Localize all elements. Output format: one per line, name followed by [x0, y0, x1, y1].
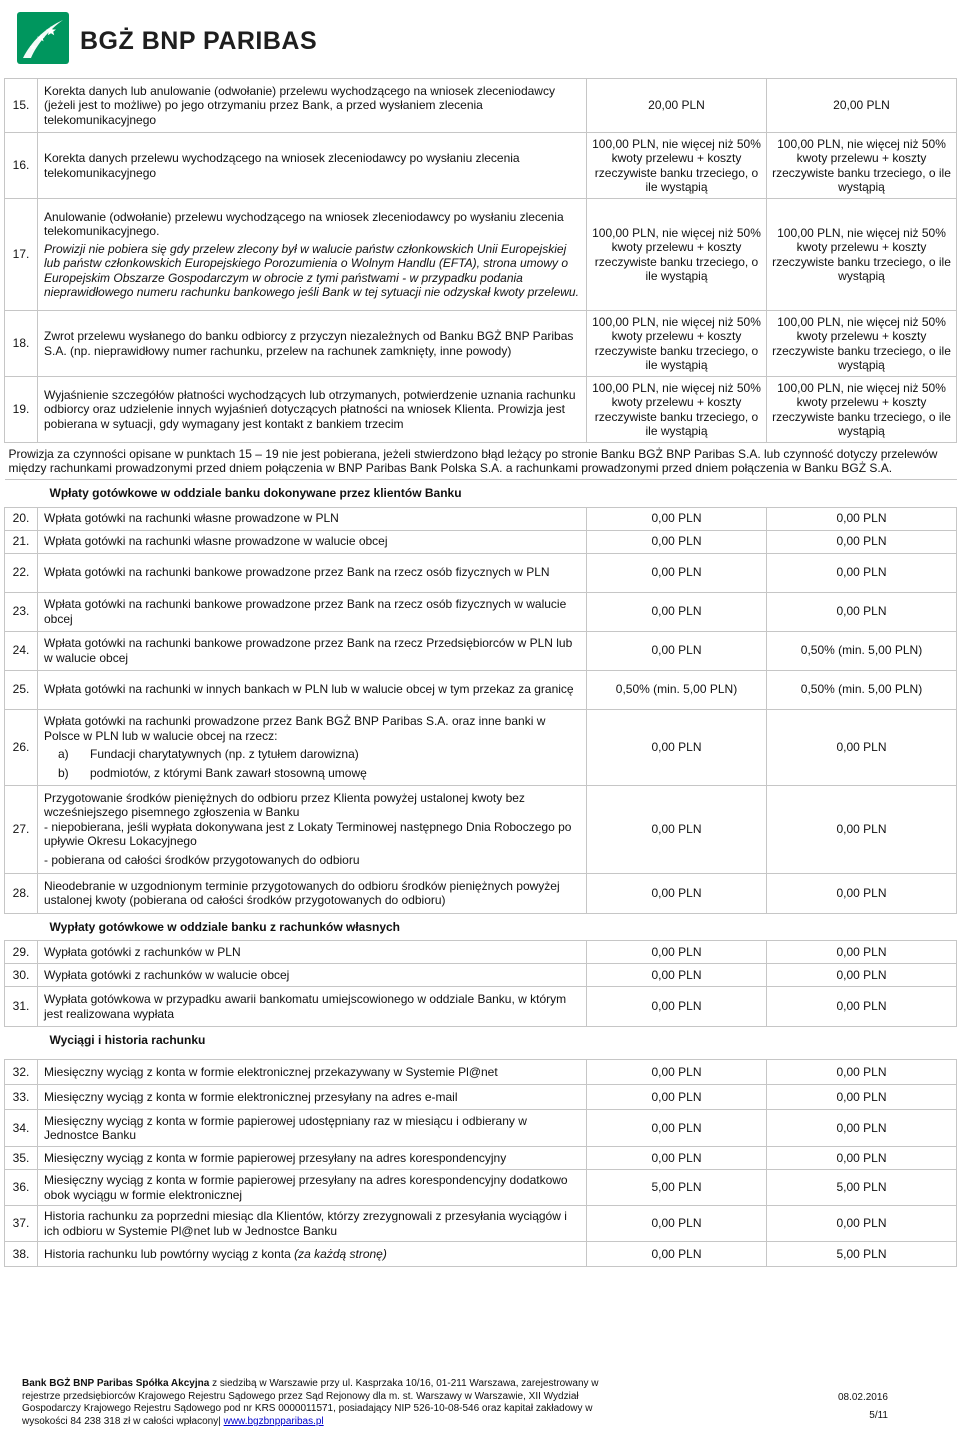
row-description: Wpłata gotówki na rachunki bankowe prowadzone przez Bank na rzecz Przedsiębiorców w PLN lub w walucie obcej [38, 631, 587, 670]
bnp-paribas-stars-logo-icon [17, 12, 69, 64]
fee-value-2: 0,00 PLN [767, 507, 957, 530]
fee-value-2: 0,00 PLN [767, 1147, 957, 1170]
fee-value-2: 0,00 PLN [767, 530, 957, 553]
table-row [5, 941, 957, 964]
footer-company-name: Bank BGŻ BNP Paribas Spółka Akcyjna [22, 1378, 210, 1389]
row-description: Wpłata gotówki na rachunki własne prowadzone w walucie obcej [38, 530, 587, 553]
table-row [5, 1170, 957, 1206]
row-description: Wyjaśnienie szczegółów płatności wychodzących lub otrzymanych, potwierdzenie uznania rachunku odbiorcy oraz udzielenie innych wyjaśnień dotyczących płatności na wniosek Klienta. Prowizja jest pobierana w sytuacji, gdy wymagany jest kontakt z bankiem trzecim [38, 377, 587, 443]
fee-value-2: 0,00 PLN [767, 592, 957, 631]
fee-value-2: 5,00 PLN [767, 1242, 957, 1267]
row-number: 27. [5, 785, 38, 873]
table-row [5, 199, 957, 311]
section-title-withdrawals: Wypłaty gotówkowe w oddziale banku z rachunków własnych [49, 919, 401, 934]
row-description: Korekta danych przelewu wychodzącego na wniosek zleceniodawcy po wysłaniu zlecenia telekomunikacyjnego [38, 133, 587, 199]
row-number: 23. [5, 592, 38, 631]
fee-value-1: 0,00 PLN [587, 941, 767, 964]
fee-value-2: 0,00 PLN [767, 1060, 957, 1085]
sub-item-letter: a) [58, 747, 69, 761]
fee-value-1: 0,00 PLN [587, 1206, 767, 1242]
row-number: 31. [5, 987, 38, 1027]
fee-table-container [4, 78, 956, 1267]
fee-value-1: 0,00 PLN [587, 507, 767, 530]
fee-value-1: 0,00 PLN [587, 1085, 767, 1110]
table-row [5, 1206, 957, 1242]
fee-note: Prowizja za czynności opisane w punktach 15 – 19 nie jest pobierana, jeżeli stwierdzono błąd leżący po stronie Banku BGŻ BNP Paribas S.A. lub czynność dotyczy przelewów między rachunkami prowadzonymi przed dniem połączenia w BNP Paribas Bank Polska S.A. a rachunkami prowadzonymi przed dniem połączenia w Banku BGŻ S.A. [5, 443, 957, 480]
row-description [38, 785, 587, 873]
fee-note-row [5, 443, 957, 480]
row-description [38, 1242, 587, 1267]
row-number: 35. [5, 1147, 38, 1170]
fee-value-1: 0,50% (min. 5,00 PLN) [587, 670, 767, 709]
fee-value-1: 100,00 PLN, nie więcej niż 50% kwoty przelewu + koszty rzeczywiste banku trzeciego, o ile wystąpią [587, 199, 767, 311]
row-description: Wpłata gotówki na rachunki bankowe prowadzone przez Bank na rzecz osób fizycznych w walucie obcej [38, 592, 587, 631]
fee-value-2: 100,00 PLN, nie więcej niż 50% kwoty przelewu + koszty rzeczywiste banku trzeciego, o ile wystąpią [767, 311, 957, 377]
table-row [5, 133, 957, 199]
fee-value-1: 0,00 PLN [587, 873, 767, 913]
row-number: 15. [5, 79, 38, 133]
table-row [5, 670, 957, 709]
row-number: 32. [5, 1060, 38, 1085]
row-number: 24. [5, 631, 38, 670]
row-description [38, 709, 587, 785]
row-description: Wpłata gotówki na rachunki w innych bankach w PLN lub w walucie obcej w tym przekaz za granicę [38, 670, 587, 709]
fee-table [4, 78, 957, 1267]
row-number: 29. [5, 941, 38, 964]
table-row [5, 1060, 957, 1085]
table-row [5, 1085, 957, 1110]
row-description-exception: Prowizji nie pobiera się gdy przelew zlecony był w walucie państw członkowskich Unii Europejskiej lub państw członkowskich Europejskiego Porozumienia o Wolnym Handlu (EFTA), strona umowy o Europejskim Obszarze Gospodarczym w obrocie z tymi państwami - w przypadku podania nieprawidłowego numeru rachunku bankowego jeśli Bank w tej sytuacji nie odzyskał kwoty przelewu. [44, 241, 579, 299]
footer-legal-text [22, 1378, 622, 1428]
footer-website-link[interactable]: www.bgzbnpparibas.pl [223, 1415, 324, 1427]
table-row [5, 311, 957, 377]
row-description: Wpłata gotówki na rachunki bankowe prowadzone przez Bank na rzecz osób fizycznych w PLN [38, 553, 587, 592]
fee-value-2: 0,00 PLN [767, 1206, 957, 1242]
row-number: 20. [5, 507, 38, 530]
sub-item-letter: b) [58, 765, 69, 780]
row-description: Nieodebranie w uzgodnionym terminie przygotowanych do odbioru środków pieniężnych powyżej ustalonej kwoty (pobierana od całości środków przygotowanych do odbioru) [38, 873, 587, 913]
fee-value-2: 0,50% (min. 5,00 PLN) [767, 631, 957, 670]
row-description: Korekta danych lub anulowanie (odwołanie) przelewu wychodzącego na wniosek zleceniodawcy (jeżeli jest to możliwe) po jego otrzymaniu przez Bank, a przed wysłaniem zlecenia telekomunikacyjnego [38, 79, 587, 133]
fee-value-1: 0,00 PLN [587, 987, 767, 1027]
table-row [5, 79, 957, 133]
fee-value-1: 100,00 PLN, nie więcej niż 50% kwoty przelewu + koszty rzeczywiste banku trzeciego, o ile wystąpią [587, 377, 767, 443]
row-description-main: Wpłata gotówki na rachunki prowadzone przez Bank BGŻ BNP Paribas S.A. oraz inne banki w Polsce w PLN lub w walucie obcej na rzecz: [44, 714, 546, 743]
row-number: 17. [5, 199, 38, 311]
brand-name: BGŻ BNP PARIBAS [80, 27, 318, 55]
fee-value-1: 100,00 PLN, nie więcej niż 50% kwoty przelewu + koszty rzeczywiste banku trzeciego, o ile wystąpią [587, 311, 767, 377]
section-title-statements: Wyciągi i historia rachunku [49, 1033, 206, 1047]
table-row [5, 592, 957, 631]
fee-value-1: 0,00 PLN [587, 530, 767, 553]
section-row [5, 480, 957, 508]
fee-value-1: 0,00 PLN [587, 1242, 767, 1267]
fee-value-1: 100,00 PLN, nie więcej niż 50% kwoty przelewu + koszty rzeczywiste banku trzeciego, o ile wystąpią [587, 133, 767, 199]
fee-value-1: 0,00 PLN [587, 592, 767, 631]
row-description-qualifier: (za każdą stronę) [294, 1246, 387, 1261]
row-number: 28. [5, 873, 38, 913]
fee-value-2: 0,00 PLN [767, 941, 957, 964]
row-description-main: Anulowanie (odwołanie) przelewu wychodzącego na wniosek zleceniodawcy po wysłaniu zlecenia telekomunikacyjnego. [44, 209, 564, 238]
row-description [38, 199, 587, 311]
fee-value-2: 20,00 PLN [767, 79, 957, 133]
row-description: Historia rachunku za poprzedni miesiąc dla Klientów, którzy zrezygnowali z przesyłania wyciągów i ich odbioru w Systemie Pl@net lub w Jednostce Banku [38, 1206, 587, 1242]
table-row [5, 785, 957, 873]
table-row [5, 1242, 957, 1267]
fee-value-1: 0,00 PLN [587, 1147, 767, 1170]
fee-value-1: 0,00 PLN [587, 631, 767, 670]
row-number: 26. [5, 709, 38, 785]
row-number: 19. [5, 377, 38, 443]
sub-item-text: Fundacji charytatywnych (np. z tytułem darowizna) [90, 747, 359, 761]
table-row [5, 1110, 957, 1147]
table-row [5, 377, 957, 443]
sub-item-text: podmiotów, z którymi Bank zawarł stosowną umowę [90, 765, 367, 780]
fee-value-2: 0,00 PLN [767, 964, 957, 987]
row-number: 34. [5, 1110, 38, 1147]
table-row [5, 964, 957, 987]
fee-value-1: 20,00 PLN [587, 79, 767, 133]
fee-value-2: 0,00 PLN [767, 987, 957, 1027]
section-row [5, 1027, 957, 1054]
fee-value-2: 5,00 PLN [767, 1170, 957, 1206]
fee-value-1: 0,00 PLN [587, 785, 767, 873]
sub-item-b [44, 766, 580, 781]
fee-value-1: 0,00 PLN [587, 1060, 767, 1085]
table-row [5, 987, 957, 1027]
fee-value-1: 0,00 PLN [587, 709, 767, 785]
page-header [0, 0, 960, 70]
row-description: Wypłata gotówki z rachunków w walucie obcej [38, 964, 587, 987]
row-description: Miesięczny wyciąg z konta w formie elektronicznej przesyłany na adres e-mail [38, 1085, 587, 1110]
table-row [5, 553, 957, 592]
table-row [5, 1147, 957, 1170]
row-description-main: Przygotowanie środków pieniężnych do odbioru przez Klienta powyżej ustalonej kwoty bez wcześniejszego pisemnego zgłoszenia w Banku [44, 790, 525, 820]
fee-value-2: 100,00 PLN, nie więcej niż 50% kwoty przelewu + koszty rzeczywiste banku trzeciego, o ile wystąpią [767, 133, 957, 199]
fee-value-2: 100,00 PLN, nie więcej niż 50% kwoty przelewu + koszty rzeczywiste banku trzeciego, o ile wystąpią [767, 199, 957, 311]
table-row [5, 530, 957, 553]
row-description: Wypłata gotówki z rachunków w PLN [38, 941, 587, 964]
row-number: 37. [5, 1206, 38, 1242]
fee-value-2: 100,00 PLN, nie więcej niż 50% kwoty przelewu + koszty rzeczywiste banku trzeciego, o ile wystąpią [767, 377, 957, 443]
fee-value-2: 0,00 PLN [767, 709, 957, 785]
fee-value-2: 0,00 PLN [767, 1085, 957, 1110]
row-description: Miesięczny wyciąg z konta w formie elektronicznej przekazywany w Systemie Pl@net [38, 1060, 587, 1085]
footer-legal-details: z siedzibą w Warszawie przy ul. Kasprzaka 10/16, 01-211 Warszawa, zarejestrowany w rejestrze przedsiębiorców Krajowego Rejestru Sądowego przez Sąd Rejonowy dla m. st. Warszawy w Warszawie, XII Wydział Gospodarczy Krajowego Rejestru Sądowego pod nr KRS 0000011571, posiadający NIP 526-10-08-546 oraz kapitał zakładowy w wysokości 84 238 318 zł w całości wpłacony| [22, 1378, 599, 1427]
table-row [5, 631, 957, 670]
row-description: Miesięczny wyciąg z konta w formie papierowej przesyłany na adres korespondencyjny [38, 1147, 587, 1170]
row-description: Miesięczny wyciąg z konta w formie papierowej udostępniany raz w miesiącu i odbierany w Jednostce Banku [38, 1110, 587, 1147]
row-description: Wpłata gotówki na rachunki własne prowadzone w PLN [38, 507, 587, 530]
fee-value-2: 0,00 PLN [767, 785, 957, 873]
row-number: 36. [5, 1170, 38, 1206]
row-description: Wypłata gotówkowa w przypadku awarii bankomatu umiejscowionego w oddziale Banku, w którym jest realizowana wypłata [38, 987, 587, 1027]
row-description-detail: - niepobierana, jeśli wypłata dokonywana jest z Lokaty Terminowej następnego Dnia Roboczego po upływie Okresu Lokacyjnego [44, 819, 572, 849]
section-title-deposits: Wpłaty gotówkowe w oddziale banku dokonywane przez klientów Banku [49, 486, 462, 500]
fee-value-2: 0,50% (min. 5,00 PLN) [767, 670, 957, 709]
row-description: Zwrot przelewu wysłanego do banku odbiorcy z przyczyn niezależnych od Banku BGŻ BNP Paribas S.A. (np. nieprawidłowy numer rachunku, przelew na rachunek zamknięty, inne powody) [38, 311, 587, 377]
fee-value-2: 0,00 PLN [767, 873, 957, 913]
row-description: Miesięczny wyciąg z konta w formie papierowej przesyłany na adres korespondencyjny dodatkowo obok wyciągu w formie elektronicznej [38, 1170, 587, 1206]
fee-value-1: 0,00 PLN [587, 553, 767, 592]
row-number: 30. [5, 964, 38, 987]
row-number: 22. [5, 553, 38, 592]
page-footer [22, 1378, 938, 1428]
row-number: 33. [5, 1085, 38, 1110]
fee-value-1: 0,00 PLN [587, 964, 767, 987]
table-row [5, 507, 957, 530]
row-description-main: Historia rachunku lub powtórny wyciąg z konta [44, 1246, 291, 1261]
row-number: 25. [5, 670, 38, 709]
row-number: 38. [5, 1242, 38, 1267]
table-row [5, 709, 957, 785]
table-row [5, 873, 957, 913]
footer-date: 08.02.2016 [837, 1392, 888, 1403]
row-number: 21. [5, 530, 38, 553]
fee-value-2: 0,00 PLN [767, 553, 957, 592]
fee-value-2: 0,00 PLN [767, 1110, 957, 1147]
footer-page-number: 5/11 [869, 1410, 888, 1421]
row-description-detail: - pobierana od całości środków przygotowanych do odbioru [44, 852, 360, 867]
sub-item-a [44, 747, 580, 762]
fee-value-1: 0,00 PLN [587, 1110, 767, 1147]
fee-value-1: 5,00 PLN [587, 1170, 767, 1206]
row-number: 16. [5, 133, 38, 199]
row-number: 18. [5, 311, 38, 377]
section-row [5, 913, 957, 941]
